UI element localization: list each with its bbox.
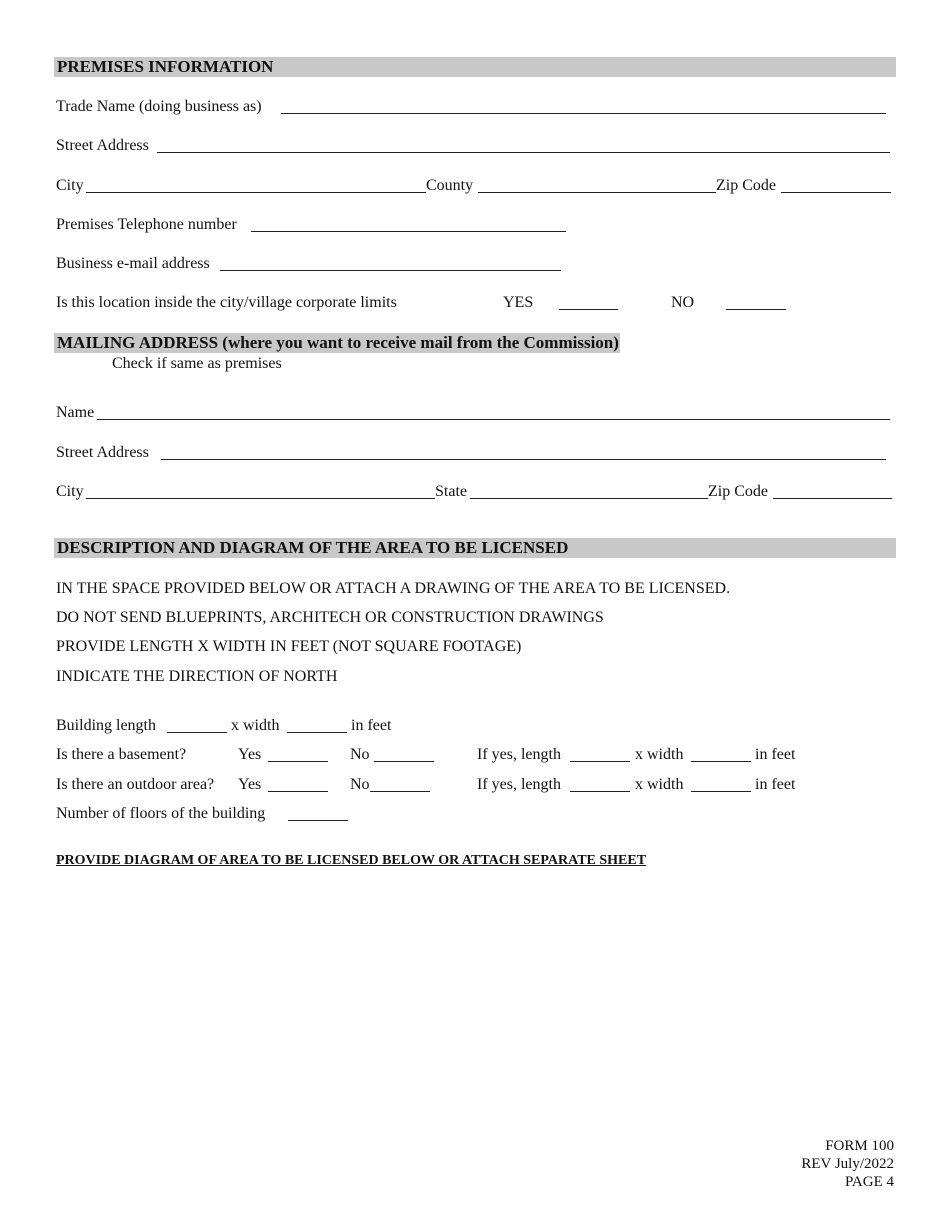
building-x-width-label: x width	[231, 717, 280, 734]
outdoor-if-yes-label: If yes, length	[477, 776, 561, 793]
outdoor-question: Is there an outdoor area?	[56, 776, 215, 793]
mailing-zip-field[interactable]	[773, 498, 892, 499]
outdoor-width-field[interactable]	[691, 791, 751, 792]
floors-field[interactable]	[288, 820, 348, 821]
mailing-city-label: City	[56, 483, 84, 500]
mailing-state-field[interactable]	[470, 498, 708, 499]
floors-label: Number of floors of the building	[56, 805, 266, 822]
form-number: FORM 100	[825, 1138, 894, 1154]
basement-x-width-label: x width	[635, 746, 684, 763]
instruction-line: DO NOT SEND BLUEPRINTS, ARCHITECH OR CONSTRUCTION DRAWINGS	[56, 609, 604, 626]
premises-zip-field[interactable]	[781, 192, 891, 193]
city-limits-no-field[interactable]	[726, 309, 786, 310]
outdoor-yes-label: Yes	[238, 776, 262, 793]
outdoor-no-label: No	[350, 776, 370, 793]
mailing-header-text: MAILING ADDRESS (where you want to receive mail from the Commission)	[57, 333, 619, 352]
premises-county-field[interactable]	[478, 192, 716, 193]
city-limits-yes-label: YES	[503, 294, 534, 311]
mailing-name-field[interactable]	[97, 419, 890, 420]
outdoor-in-feet-label: in feet	[755, 776, 796, 793]
premises-phone-field[interactable]	[251, 231, 566, 232]
mailing-city-field[interactable]	[86, 498, 435, 499]
basement-length-field[interactable]	[570, 761, 630, 762]
business-email-label: Business e-mail address	[56, 255, 210, 272]
mailing-street-label: Street Address	[56, 444, 149, 461]
basement-yes-field[interactable]	[268, 761, 328, 762]
description-header-text: DESCRIPTION AND DIAGRAM OF THE AREA TO BE LICENSED	[57, 538, 569, 557]
outdoor-no-field[interactable]	[370, 791, 430, 792]
outdoor-yes-field[interactable]	[268, 791, 328, 792]
basement-width-field[interactable]	[691, 761, 751, 762]
outdoor-length-field[interactable]	[570, 791, 630, 792]
trade-name-field[interactable]	[281, 113, 886, 114]
premises-street-label: Street Address	[56, 137, 149, 154]
basement-if-yes-label: If yes, length	[477, 746, 561, 763]
diagram-note: PROVIDE DIAGRAM OF AREA TO BE LICENSED BELOW OR ATTACH SEPARATE SHEET	[56, 853, 647, 868]
city-limits-no-label: NO	[671, 294, 695, 311]
basement-in-feet-label: in feet	[755, 746, 796, 763]
description-section-header	[54, 538, 896, 558]
form-revision: REV July/2022	[801, 1156, 894, 1172]
premises-zip-label: Zip Code	[716, 177, 776, 194]
premises-section-header	[54, 57, 896, 77]
same-as-premises-checkbox-label[interactable]: Check if same as premises	[112, 355, 282, 372]
building-length-field[interactable]	[167, 732, 227, 733]
business-email-field[interactable]	[220, 270, 561, 271]
mailing-street-field[interactable]	[161, 459, 886, 460]
instruction-line: PROVIDE LENGTH X WIDTH IN FEET (NOT SQUARE FOOTAGE)	[56, 638, 522, 655]
mailing-name-label: Name	[56, 404, 95, 421]
premises-county-label: County	[426, 177, 474, 194]
basement-yes-label: Yes	[238, 746, 262, 763]
mailing-state-label: State	[435, 483, 467, 500]
basement-question: Is there a basement?	[56, 746, 187, 763]
mailing-section-header	[54, 333, 620, 353]
instruction-line: INDICATE THE DIRECTION OF NORTH	[56, 668, 338, 685]
premises-header-text: PREMISES INFORMATION	[57, 57, 274, 76]
instruction-line: IN THE SPACE PROVIDED BELOW OR ATTACH A DRAWING OF THE AREA TO BE LICENSED.	[56, 580, 731, 597]
premises-phone-label: Premises Telephone number	[56, 216, 237, 233]
building-width-field[interactable]	[287, 732, 347, 733]
city-limits-yes-field[interactable]	[559, 309, 618, 310]
mailing-zip-label: Zip Code	[708, 483, 768, 500]
city-limits-question: Is this location inside the city/village corporate limits	[56, 294, 397, 311]
basement-no-label: No	[350, 746, 370, 763]
building-in-feet-label: in feet	[351, 717, 392, 734]
page-number: PAGE 4	[844, 1174, 894, 1190]
basement-no-field[interactable]	[374, 761, 434, 762]
trade-name-label: Trade Name (doing business as)	[56, 98, 262, 115]
outdoor-x-width-label: x width	[635, 776, 684, 793]
premises-city-field[interactable]	[86, 192, 426, 193]
building-length-label: Building length	[56, 717, 156, 734]
premises-city-label: City	[56, 177, 84, 194]
premises-street-field[interactable]	[157, 152, 890, 153]
